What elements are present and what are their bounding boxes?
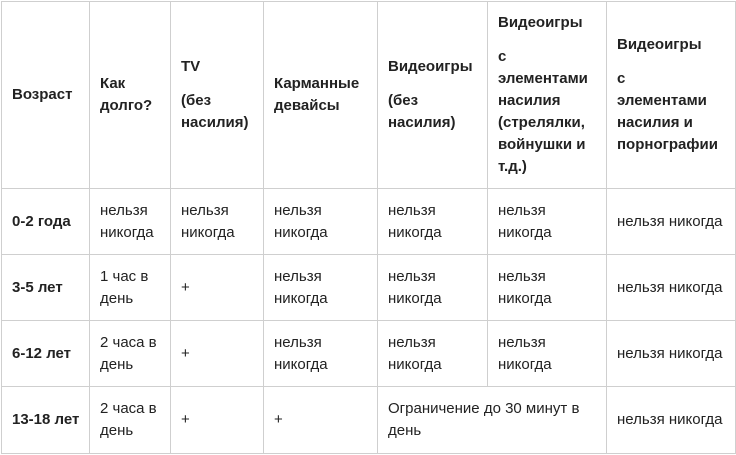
video-porn-cell: нельзя никогда — [607, 189, 736, 255]
header-video-line: (без — [388, 92, 419, 109]
table-row — [2, 321, 736, 387]
age-cell: 0-2 года — [2, 189, 90, 255]
header-tv-line: (без — [181, 92, 212, 109]
age-cell: 3-5 лет — [2, 255, 90, 321]
tv-cell: нельзя никогда — [171, 189, 264, 255]
header-vv-line: (стрелялки, — [498, 114, 585, 131]
pocket-cell: нельзя никогда — [264, 321, 378, 387]
tv-cell: + — [171, 387, 264, 454]
header-how-long-line: Как — [100, 75, 126, 92]
table-row — [2, 387, 736, 454]
header-vv-line: т.д.) — [498, 158, 527, 175]
header-video-title: Видеоигры — [388, 58, 473, 75]
header-pocket-line: девайсы — [274, 97, 340, 114]
header-videogames-violence — [488, 2, 607, 189]
tv-cell: + — [171, 255, 264, 321]
video-violence-cell: нельзя никогда — [488, 189, 607, 255]
header-vv-line: войнушки и — [498, 136, 586, 153]
screen-time-table — [1, 1, 736, 454]
video-porn-cell: нельзя никогда — [607, 387, 736, 454]
header-tv-line: насилия) — [181, 114, 249, 131]
video-merged-cell: Ограничение до 30 минут в день — [378, 387, 607, 454]
header-tv-title: TV — [181, 58, 201, 75]
header-video-line: насилия) — [388, 114, 456, 131]
video-violence-cell: нельзя никогда — [488, 255, 607, 321]
pocket-cell: нельзя никогда — [264, 189, 378, 255]
video-cell: нельзя никогда — [378, 321, 488, 387]
header-vv-title: Видеоигры — [498, 14, 583, 31]
pocket-cell: + — [264, 387, 378, 454]
header-vv-line: элементами — [498, 70, 588, 87]
video-porn-cell: нельзя никогда — [607, 255, 736, 321]
header-vp-line: насилия и — [617, 114, 693, 131]
header-how-long-line: долго? — [100, 97, 153, 114]
video-porn-cell: нельзя никогда — [607, 321, 736, 387]
header-vp-line: с — [617, 70, 626, 87]
header-vp-line: элементами — [617, 92, 707, 109]
header-videogames — [378, 2, 488, 189]
video-cell: нельзя никогда — [378, 255, 488, 321]
age-cell: 13-18 лет — [2, 387, 90, 454]
pocket-cell: нельзя никогда — [264, 255, 378, 321]
header-age — [2, 2, 90, 189]
header-pocket-devices — [264, 2, 378, 189]
table-row — [2, 255, 736, 321]
table-row — [2, 189, 736, 255]
video-violence-cell: нельзя никогда — [488, 321, 607, 387]
tv-cell: + — [171, 321, 264, 387]
video-cell: нельзя никогда — [378, 189, 488, 255]
header-vp-line: порнографии — [617, 136, 718, 153]
header-videogames-porn — [607, 2, 736, 189]
header-vv-line: с — [498, 48, 507, 65]
header-vp-title: Видеоигры — [617, 36, 702, 53]
how-long-cell: 1 час в день — [90, 255, 171, 321]
header-tv — [171, 2, 264, 189]
header-age-label: Возраст — [12, 86, 73, 103]
header-row — [2, 2, 736, 189]
header-vv-line: насилия — [498, 92, 561, 109]
how-long-cell: 2 часа в день — [90, 387, 171, 454]
header-how-long — [90, 2, 171, 189]
how-long-cell: нельзя никогда — [90, 189, 171, 255]
age-cell: 6-12 лет — [2, 321, 90, 387]
header-pocket-line: Карманные — [274, 75, 360, 92]
how-long-cell: 2 часа в день — [90, 321, 171, 387]
